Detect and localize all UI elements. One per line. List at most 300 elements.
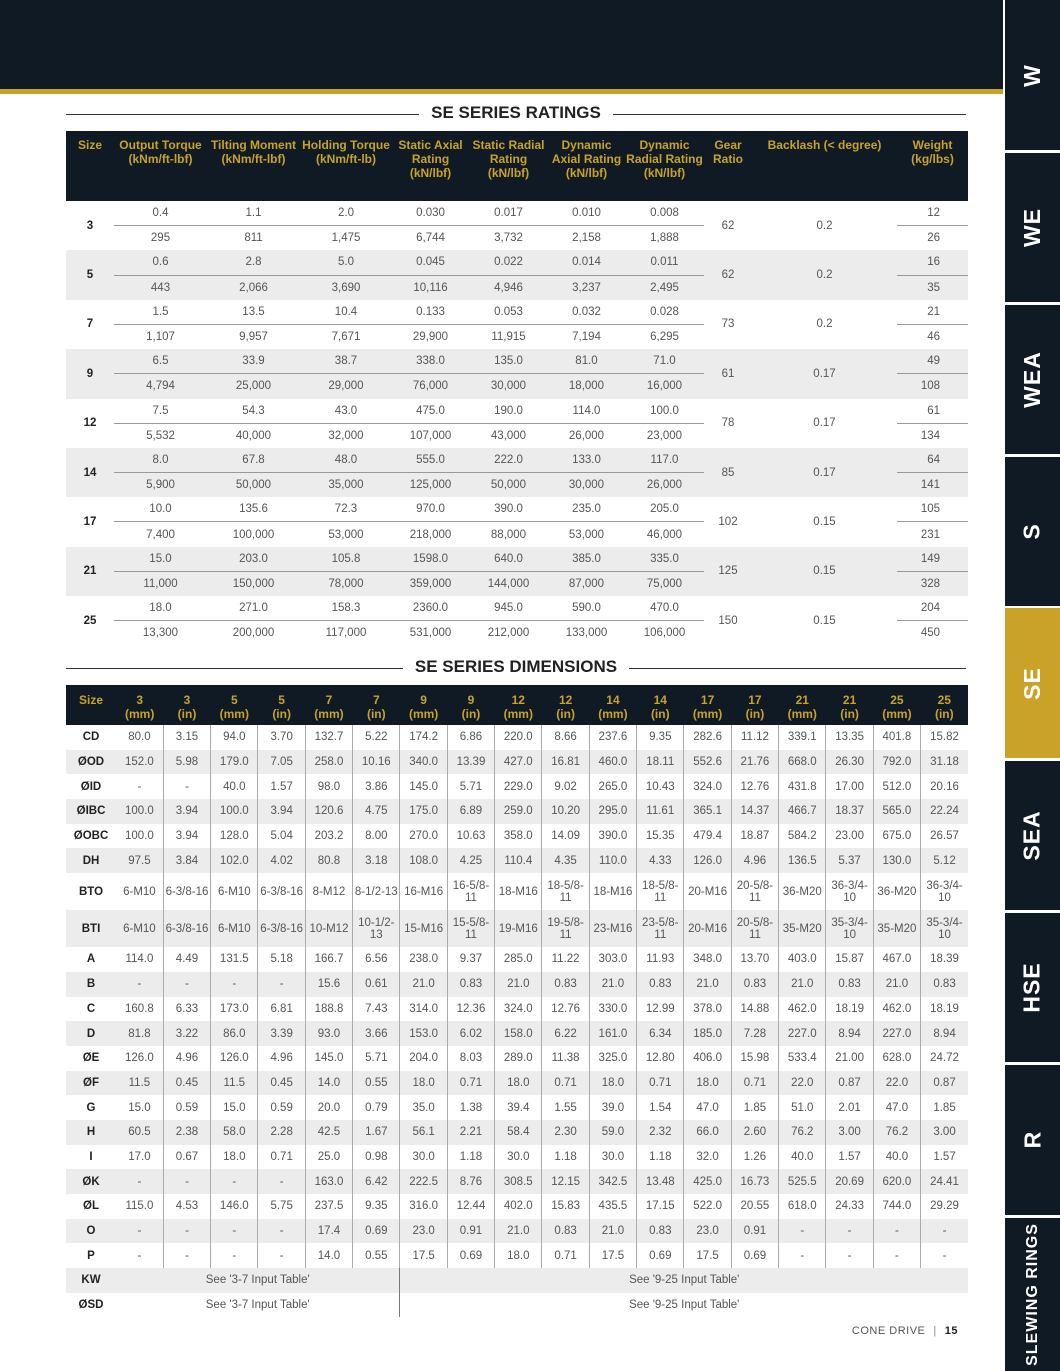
rating-value-metric: 205.0 [625, 497, 704, 522]
dimension-value: 2.01 [826, 1095, 873, 1120]
dimension-label: KW [66, 1268, 116, 1293]
dimension-value: - [873, 1219, 920, 1244]
dimension-value: 3.66 [353, 1021, 400, 1046]
header-unit: (mm) [408, 707, 439, 721]
dimension-value: 24.72 [930, 1052, 959, 1065]
dimension-value: 18.0 [495, 1243, 542, 1268]
dimension-label: ØOD [66, 750, 116, 775]
header-size: 7 [325, 693, 333, 707]
dimension-value: - [779, 1219, 826, 1244]
size-cell: 5 [66, 250, 114, 299]
dimension-value: - [163, 972, 210, 997]
header-unit: (in) [745, 707, 765, 721]
dimension-value: 431.8 [779, 774, 826, 799]
dimension-value: 80.8 [305, 848, 352, 873]
dimension-value: 325.0 [589, 1046, 636, 1071]
dimensions-row [66, 1120, 968, 1145]
dimension-value: 58.4 [495, 1120, 542, 1145]
dimension-value: 23.0 [684, 1219, 731, 1244]
weight-lbs-cell: 328 [897, 571, 968, 596]
dimension-value: 100.0 [116, 799, 163, 824]
gear-ratio-cell: 61 [704, 349, 752, 398]
rating-value-metric: 43.0 [300, 399, 392, 424]
dimension-value: 17.0 [116, 1145, 163, 1170]
rating-value-imperial: 5,900 [114, 473, 207, 498]
dimension-label: ØE [82, 1052, 100, 1065]
dimension-value: 185.0 [684, 1021, 731, 1046]
header-unit: (in) [556, 707, 575, 721]
dimension-value: 100.0 [116, 824, 163, 849]
rating-value-imperial: 32,000 [328, 429, 364, 442]
dimension-value: 12.36 [447, 997, 494, 1022]
dimension-value: - [211, 1219, 258, 1244]
dimension-value: 179.0 [211, 750, 258, 775]
dimension-value: 35-M20 [779, 910, 826, 947]
ratings-row [66, 596, 968, 621]
header-unit: (mm) [882, 707, 912, 721]
nav-tab-label: S [1019, 522, 1045, 540]
dimension-value: 6.42 [353, 1169, 400, 1194]
dimension-value: 110.0 [589, 848, 636, 873]
dimension-value: - [258, 1243, 305, 1268]
dimensions-header-cell [779, 685, 826, 725]
dimension-value: 2.28 [258, 1120, 305, 1145]
rating-value-metric: 72.3 [300, 497, 392, 522]
dimension-value: 17.5 [400, 1243, 447, 1268]
dimension-value: 17.4 [305, 1219, 352, 1244]
header-size: 12 [558, 693, 573, 707]
dimension-value: 1.85 [731, 1095, 778, 1120]
dimension-value: 18.11 [637, 750, 684, 775]
dimension-value: 21.76 [731, 750, 778, 775]
dimension-label: A [86, 953, 96, 966]
rating-value-metric: 235.0 [548, 497, 625, 522]
dimension-value: 21.0 [495, 972, 542, 997]
rating-value-metric: 271.0 [207, 596, 300, 621]
dimensions-row [66, 1293, 968, 1318]
rating-value-imperial: 1,107 [146, 331, 175, 344]
size-cell: 3 [86, 219, 94, 232]
dimension-value: 3.86 [353, 774, 400, 799]
dimension-value: 552.6 [684, 750, 731, 775]
header-unit: (mm) [503, 707, 533, 721]
dimension-value: 18.39 [930, 953, 959, 966]
dimension-value: 1.55 [542, 1095, 589, 1120]
nav-tab-sea[interactable] [1005, 760, 1060, 910]
dimension-value: 12.76 [542, 997, 589, 1022]
dimension-value: 229.0 [495, 774, 542, 799]
dimension-value: 163.0 [305, 1169, 352, 1194]
dimension-label: BTO [78, 885, 104, 898]
dimension-value: 173.0 [211, 997, 258, 1022]
dimensions-row [66, 848, 968, 873]
dimension-value: 6-M10 [211, 910, 258, 947]
dimension-value: 10.20 [542, 799, 589, 824]
dimension-value: - [873, 1243, 920, 1268]
dimension-value: 11.5 [116, 1071, 163, 1096]
dimension-value: 166.7 [305, 947, 352, 972]
dimension-value: 7.28 [731, 1021, 778, 1046]
dimension-label: ØOBC [73, 830, 109, 843]
rating-value-metric: 114.0 [548, 399, 625, 424]
nav-tab-s[interactable] [1005, 456, 1060, 606]
dimension-value: 618.0 [779, 1194, 826, 1219]
dimension-value: 5.37 [826, 848, 873, 873]
dimension-value: 26.30 [826, 750, 873, 775]
dimension-value: 22.24 [921, 799, 968, 824]
dimension-value: 0.59 [258, 1095, 305, 1120]
dimension-value: - [163, 1243, 210, 1268]
dimension-value: 136.5 [779, 848, 826, 873]
nav-tab-se[interactable] [1005, 608, 1060, 758]
header-size: 9 [467, 693, 475, 707]
dimension-value: 1.26 [731, 1145, 778, 1170]
rating-value-imperial: 2,066 [207, 275, 300, 300]
dimension-value: - [211, 972, 258, 997]
header-unit: (in) [934, 707, 954, 721]
dimension-value: 110.4 [495, 848, 542, 873]
rating-value-metric: 0.4 [114, 201, 207, 226]
dimension-value: 12.44 [447, 1194, 494, 1219]
dimension-value: 26.57 [930, 830, 959, 843]
dimension-value: - [258, 1219, 305, 1244]
rating-value-metric: 6.5 [114, 349, 207, 374]
dimension-value: 80.0 [116, 725, 163, 750]
dimension-value: 18.37 [826, 799, 873, 824]
dimension-label: DH [66, 848, 116, 873]
dimension-value: 35-M20 [873, 910, 920, 947]
rating-value-imperial: 29,900 [412, 331, 449, 344]
header-size: 17 [700, 693, 715, 707]
dimension-value: 3.84 [163, 848, 210, 873]
dimension-value: 314.0 [400, 997, 447, 1022]
dimension-value: 11.38 [542, 1046, 589, 1071]
weight-kg-cell: 204 [897, 596, 968, 621]
dimension-value: 628.0 [873, 1046, 920, 1071]
dimension-value: 30.0 [589, 1145, 636, 1170]
rating-value-imperial: 150,000 [207, 571, 300, 596]
dimension-label: ØSD [78, 1299, 104, 1312]
dimension-value: 16-M16 [400, 873, 447, 910]
dimension-value: 17.00 [826, 774, 873, 799]
dimension-value: 8-M12 [305, 873, 352, 910]
dimension-value: 59.0 [589, 1120, 636, 1145]
dimensions-row [66, 1243, 968, 1268]
dimension-value: 6.86 [447, 725, 494, 750]
dimension-value: 23.0 [400, 1219, 447, 1244]
dimension-value: 11.12 [731, 725, 778, 750]
dimension-value: 308.5 [495, 1169, 542, 1194]
dimension-value: 19-5/8-11 [542, 910, 589, 947]
dimension-value: 31.18 [921, 750, 968, 775]
header-unit: (mm) [692, 707, 723, 721]
dimension-value: 6.89 [447, 799, 494, 824]
dimension-value: 18.0 [211, 1145, 258, 1170]
dimension-value: 18.0 [495, 1071, 542, 1096]
header-size: 3 [136, 693, 143, 707]
rating-value-imperial: 531,000 [409, 627, 452, 640]
size-cell: 17 [83, 515, 97, 528]
header-accent-line [0, 89, 1003, 94]
dimension-value: 285.0 [495, 947, 542, 972]
ratings-row [66, 399, 968, 424]
dimension-value: - [116, 1243, 163, 1268]
dimension-value: 174.2 [400, 725, 447, 750]
dimension-value: 0.69 [447, 1243, 494, 1268]
rating-value-imperial: 78,000 [300, 571, 392, 596]
rating-value-metric: 338.0 [392, 349, 469, 374]
dimension-value: 21.00 [826, 1046, 873, 1071]
dimension-value: 467.0 [873, 947, 920, 972]
dimensions-row [66, 972, 968, 997]
dimension-value: 378.0 [684, 997, 731, 1022]
dimension-value: 40.0 [873, 1145, 920, 1170]
dimension-value: 6-M10 [116, 873, 163, 910]
dimension-value: 39.4 [495, 1095, 542, 1120]
rating-value-metric: 0.014 [548, 250, 625, 275]
dimensions-row [66, 1219, 968, 1244]
dimensions-header-cell [66, 685, 116, 725]
dimensions-header-cell [542, 685, 589, 725]
dimension-value: 36-3/4-10 [926, 879, 963, 904]
dimension-value: 35-3/4-10 [826, 910, 873, 947]
dimensions-row [66, 799, 968, 824]
size-cell: 25 [83, 614, 97, 627]
dimension-value: 18-M16 [589, 873, 636, 910]
dimension-value: 466.7 [779, 799, 826, 824]
header-unit: (in) [840, 707, 859, 721]
dimension-value: 21.0 [495, 1219, 542, 1244]
input-table-note: See '9-25 Input Table' [400, 1268, 968, 1293]
rating-value-metric: 38.7 [300, 349, 392, 374]
rating-value-imperial: 29,000 [300, 374, 392, 399]
dimension-value: 5.18 [258, 947, 305, 972]
dimension-value: 620.0 [873, 1169, 920, 1194]
rating-value-metric: 71.0 [625, 349, 704, 374]
size-cell: 7 [86, 318, 94, 331]
rating-value-imperial: 2,495 [625, 275, 704, 300]
rating-value-imperial: 30,000 [469, 374, 548, 399]
backlash-cell: 0.17 [752, 448, 897, 497]
dimension-value: - [258, 972, 305, 997]
dimensions-row [66, 774, 968, 799]
dimension-value: 58.0 [211, 1120, 258, 1145]
rating-value-imperial: 443 [114, 275, 207, 300]
dimension-value: 2.60 [731, 1120, 778, 1145]
rating-value-metric: 385.0 [548, 547, 625, 572]
dimension-value: 18.0 [589, 1071, 636, 1096]
dimension-value: 4.49 [163, 947, 210, 972]
nav-tab-label: SE [1019, 666, 1045, 700]
dimension-value: 6.02 [447, 1021, 494, 1046]
rating-value-metric: 0.022 [469, 250, 548, 275]
nav-tab-r[interactable] [1005, 1064, 1060, 1215]
gear-ratio-cell: 62 [721, 219, 735, 232]
dimension-value: 81.8 [116, 1021, 163, 1046]
dimensions-row [66, 1268, 968, 1293]
dimension-value: 20-M16 [684, 910, 731, 947]
nav-tab-hse[interactable] [1005, 912, 1060, 1062]
dimension-value: 11.5 [211, 1071, 258, 1096]
dimension-value: 792.0 [873, 750, 920, 775]
rating-value-imperial: 7,400 [146, 528, 175, 541]
dimension-value: 16.81 [542, 750, 589, 775]
rating-value-imperial: 106,000 [643, 627, 686, 640]
dimension-value: 4.96 [163, 1046, 210, 1071]
rating-value-metric: 67.8 [207, 448, 300, 473]
rating-value-metric: 2.8 [207, 250, 300, 275]
rating-value-metric: 970.0 [392, 497, 469, 522]
dimension-value: 20-M16 [684, 873, 731, 910]
weight-lbs-cell: 141 [897, 473, 968, 498]
rating-value-imperial: 3,690 [300, 275, 392, 300]
rating-value-metric: 7.5 [114, 399, 207, 424]
dimension-value: 6.81 [258, 997, 305, 1022]
dimension-value: 11.93 [637, 947, 684, 972]
rating-value-imperial: 10,116 [392, 275, 469, 300]
dimension-value: 6.22 [542, 1021, 589, 1046]
nav-tab-slewing-rings[interactable] [1005, 1217, 1060, 1371]
rating-value-imperial: 7,671 [331, 331, 361, 344]
weight-kg-cell: 49 [897, 349, 968, 374]
dimension-value: 11.61 [637, 799, 684, 824]
rating-value-imperial: 1,888 [650, 232, 679, 245]
ratings-header-cell: Gear Ratio [704, 131, 752, 201]
nav-tab-label: HSE [1018, 961, 1045, 1013]
dimension-value: 6-M10 [116, 910, 163, 947]
rating-value-imperial: 11,915 [491, 331, 526, 344]
rating-value-imperial: 88,000 [490, 528, 527, 541]
dimensions-header-cell [873, 685, 920, 725]
dimension-value: 17.15 [637, 1194, 684, 1219]
dimension-value: 1.85 [933, 1101, 956, 1114]
weight-kg-cell: 21 [897, 300, 968, 325]
dimension-value: 425.0 [684, 1169, 731, 1194]
dimension-value: 402.0 [495, 1194, 542, 1219]
dimension-value: 18-M16 [495, 873, 542, 910]
rating-value-metric: 335.0 [625, 547, 704, 572]
dimension-value: 204.0 [400, 1046, 447, 1071]
rating-value-metric: 48.0 [300, 448, 392, 473]
dimension-value: 525.5 [779, 1169, 826, 1194]
weight-lbs-cell: 134 [920, 429, 940, 442]
rating-value-imperial: 26,000 [568, 429, 605, 442]
dimension-value: 23.00 [826, 824, 873, 849]
dimension-value: 18-5/8-11 [637, 873, 684, 910]
dimension-value: 12.15 [542, 1169, 589, 1194]
dimensions-header-cell [116, 685, 163, 725]
nav-tab-label: SEA [1018, 809, 1045, 861]
dimension-value: 24.41 [921, 1169, 968, 1194]
header-unit: (in) [461, 707, 481, 721]
dimension-value: 17.5 [684, 1243, 731, 1268]
dimension-value: 36-M20 [779, 873, 826, 910]
dimension-value: 18.19 [826, 997, 873, 1022]
rating-value-metric: 1.5 [114, 300, 207, 325]
ratings-section-heading [66, 103, 966, 125]
rating-value-imperial: 5,532 [146, 429, 175, 442]
dimension-value: 2.32 [637, 1120, 684, 1145]
ratings-header-cell: Dynamic Radial Rating (kN/lbf) [625, 131, 704, 201]
nav-tab-w[interactable] [1005, 0, 1060, 150]
dimension-value: 108.0 [400, 848, 447, 873]
ratings-header-cell: Backlash (< degree) [752, 131, 897, 201]
dimension-value: - [826, 1219, 873, 1244]
dimension-value: 3.00 [921, 1120, 968, 1145]
rating-value-imperial: 53,000 [568, 528, 605, 541]
dimension-value: 237.5 [305, 1194, 352, 1219]
rating-value-imperial: 46,000 [646, 528, 683, 541]
header-unit: (mm) [598, 707, 628, 721]
rating-value-metric: 475.0 [392, 399, 469, 424]
rating-value-metric: 158.3 [300, 596, 392, 621]
nav-tab-wea[interactable] [1005, 304, 1060, 454]
footer-separator: | [933, 1325, 937, 1337]
dimension-value: 8.76 [447, 1169, 494, 1194]
rating-value-imperial: 212,000 [487, 627, 530, 640]
dimensions-header-cell [353, 685, 400, 725]
dimension-value: 3.15 [163, 725, 210, 750]
dimension-value: 47.0 [873, 1095, 920, 1120]
dimension-value: 342.5 [589, 1169, 636, 1194]
rating-value-imperial: 3,237 [548, 275, 625, 300]
dimension-value: 126.0 [211, 1046, 258, 1071]
rating-value-metric: 2360.0 [392, 596, 469, 621]
dimension-value: 175.0 [400, 799, 447, 824]
size-cell: 12 [83, 417, 97, 430]
dimension-value: 51.0 [779, 1095, 826, 1120]
dimension-value: 3.39 [258, 1021, 305, 1046]
ratings-row [66, 201, 968, 226]
rating-value-metric: 590.0 [548, 596, 625, 621]
rating-value-imperial: 4,794 [114, 374, 207, 399]
backlash-cell: 0.2 [816, 318, 833, 331]
dimension-value: 145.0 [305, 1046, 352, 1071]
dimension-value: 584.2 [779, 824, 826, 849]
input-table-note: See '9-25 Input Table' [629, 1299, 740, 1312]
weight-kg-cell: 16 [897, 250, 968, 275]
dimension-value: 6-3/8-16 [258, 910, 305, 947]
dimension-value: 8.94 [921, 1021, 968, 1046]
ratings-header-cell: Holding Torque (kNm/ft-lb) [300, 131, 392, 201]
rating-value-metric: 0.011 [625, 250, 704, 275]
dimension-value: 35-3/4-10 [921, 910, 968, 947]
rating-value-metric: 5.0 [300, 250, 392, 275]
dimension-value: 153.0 [400, 1021, 447, 1046]
header-size: 5 [278, 693, 285, 707]
dimension-value: 22.0 [779, 1071, 826, 1096]
dimension-value: 339.1 [779, 725, 826, 750]
rating-value-imperial: 76,000 [392, 374, 469, 399]
size-cell: 9 [66, 349, 114, 398]
dimensions-header-cell [211, 685, 258, 725]
nav-tab-we[interactable] [1005, 152, 1060, 302]
footer-brand: CONE DRIVE [851, 1325, 926, 1337]
rating-value-imperial: 13,300 [142, 627, 179, 640]
dimensions-row [66, 725, 968, 750]
gear-ratio-cell: 62 [704, 250, 752, 299]
weight-lbs-cell: 26 [927, 232, 940, 245]
dimension-value: 565.0 [873, 799, 920, 824]
dimension-value: 0.83 [542, 972, 589, 997]
dimension-value: 3.94 [163, 824, 210, 849]
header-size: 9 [420, 693, 427, 707]
dimension-value: 365.1 [684, 799, 731, 824]
rating-value-imperial: 25,000 [207, 374, 300, 399]
dimension-value: 0.59 [163, 1095, 210, 1120]
rating-value-metric: 1598.0 [392, 547, 469, 572]
rating-value-metric: 2.0 [300, 201, 392, 226]
